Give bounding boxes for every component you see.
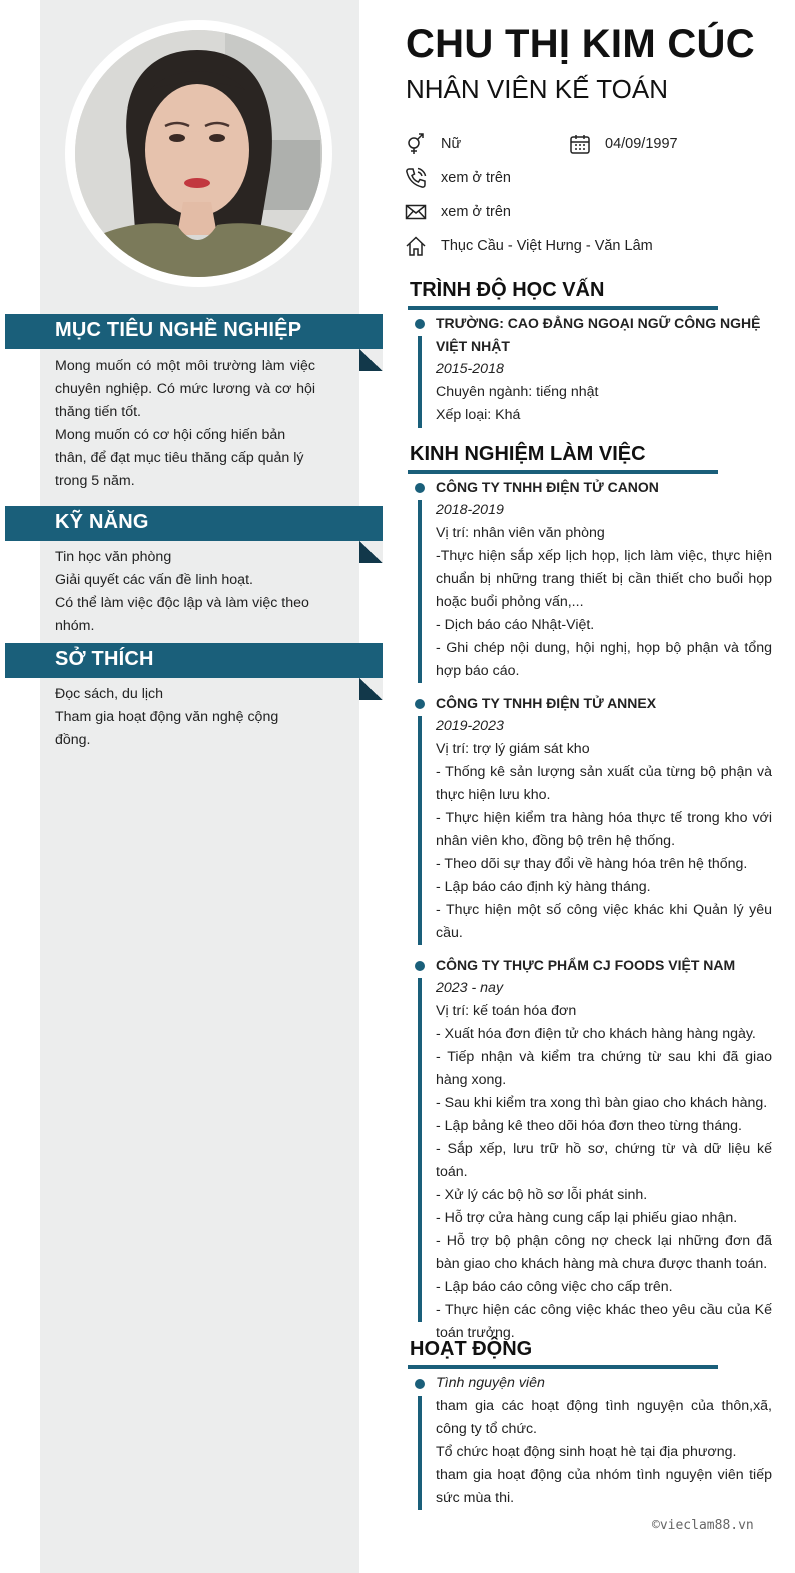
timeline-line <box>418 500 422 683</box>
candidate-title: NHÂN VIÊN KẾ TOÁN <box>406 74 668 104</box>
email-icon <box>405 201 427 223</box>
job-period: 2019-2023 <box>436 718 504 734</box>
gender-value: Nữ <box>441 136 462 152</box>
education-detail: Chuyên ngành: tiếng nhật <box>436 384 599 400</box>
timeline-bullet <box>415 699 425 709</box>
hobby-item: Đọc sách, du lịch <box>55 686 164 702</box>
phone-value: xem ở trên <box>441 170 511 186</box>
timeline-bullet <box>415 483 425 493</box>
skills-title: KỸ NĂNG <box>55 511 149 533</box>
gender-icon <box>405 133 427 155</box>
hobbies-header <box>5 643 383 678</box>
watermark: ©vieclam88.vn <box>652 1518 754 1533</box>
objective-header <box>5 314 383 349</box>
skill-item: Có thể làm việc độc lập và làm việc theo nhóm. <box>55 595 309 634</box>
education-title: TRÌNH ĐỘ HỌC VẤN <box>410 279 605 301</box>
objective-line: Mong muốn có cơ hội cống hiến bản thân, để đạt mục tiêu thăng cấp quản lý trong 5 năm. <box>55 427 304 489</box>
job-detail: - Lập bảng kê theo dõi hóa đơn theo từng tháng. <box>436 1118 742 1134</box>
job-detail: - Xử lý các bộ hồ sơ lỗi phát sinh. <box>436 1187 648 1203</box>
hobby-item: Tham gia hoạt động văn nghệ cộng đồng. <box>55 709 279 748</box>
timeline-line <box>418 716 422 945</box>
job-detail: - Tiếp nhận và kiểm tra chứng từ sau khi đã giao hàng xong. <box>436 1049 772 1088</box>
hobbies-text <box>55 683 315 752</box>
home-icon <box>405 235 427 257</box>
activities-underline <box>408 1365 718 1369</box>
job-detail: - Thực hiện các công việc khác theo yêu cầu của Kế toán trưởng. <box>436 1302 772 1341</box>
job-detail: - Lập báo cáo công việc cho cấp trên. <box>436 1279 673 1295</box>
company-name: CÔNG TY THỰC PHẨM CJ FOODS VIỆT NAM <box>436 957 736 973</box>
activity-detail: tham gia hoạt động của nhóm tình nguyện viên tiếp sức mùa thi. <box>436 1467 772 1506</box>
education-item <box>436 312 772 427</box>
job-detail: - Sau khi kiểm tra xong thì bàn giao cho khách hàng. <box>436 1095 768 1111</box>
timeline-bullet <box>415 961 425 971</box>
timeline-bullet <box>415 1379 425 1389</box>
job-detail: - Hỗ trợ cửa hàng cung cấp lại phiếu giao nhận. <box>436 1210 738 1226</box>
job-detail: - Thống kê sản lượng sản xuất của từng bộ phận và thực hiện lưu kho. <box>436 764 772 803</box>
job-period: 2018-2019 <box>436 502 504 518</box>
job-detail: - Sắp xếp, lưu trữ hồ sơ, chứng từ và dữ liệu kế toán. <box>436 1141 772 1180</box>
job-detail: -Thực hiện sắp xếp lịch họp, lịch làm việc, thực hiện chuẩn bị những trang thiết bị cần thiết cho buổi họp hoặc buổi phỏng vấn,... <box>436 548 772 610</box>
calendar-icon <box>569 133 591 155</box>
experience-item <box>436 476 772 683</box>
activity-item <box>436 1372 772 1510</box>
job-detail: - Hỗ trợ bộ phận công nợ check lại những đơn đã bàn giao cho khách hàng mà chưa được thanh toán. <box>436 1233 772 1272</box>
activity-role: Tình nguyện viên <box>436 1375 545 1391</box>
objective-title: MỤC TIÊU NGHỀ NGHIỆP <box>55 319 302 341</box>
job-detail: Vị trí: kế toán hóa đơn <box>436 1003 577 1019</box>
phone-icon <box>405 167 427 189</box>
education-underline <box>408 306 718 310</box>
activities-title: HOẠT ĐỘNG <box>410 1338 533 1360</box>
job-detail: Vị trí: nhân viên văn phòng <box>436 525 605 541</box>
hobbies-title: SỞ THÍCH <box>55 648 154 670</box>
job-detail: - Lập báo cáo định kỳ hàng tháng. <box>436 879 651 895</box>
objective-ribbon-fold <box>359 349 383 371</box>
education-period: 2015-2018 <box>436 361 504 377</box>
timeline-line <box>418 336 422 428</box>
objective-line: Mong muốn có một môi trường làm việc chuyên nghiệp. Có mức lương và cơ hội thăng tiến tốt. <box>55 358 315 420</box>
birthdate-value: 04/09/1997 <box>605 136 678 152</box>
timeline-line <box>418 978 422 1322</box>
job-period: 2023 - nay <box>436 980 504 996</box>
experience-title: KINH NGHIỆM LÀM VIỆC <box>410 443 646 465</box>
experience-item <box>436 692 772 945</box>
skills-header <box>5 506 383 541</box>
company-name: CÔNG TY TNHH ĐIỆN TỬ ANNEX <box>436 695 657 711</box>
objective-text <box>55 355 315 493</box>
education-detail: Xếp loại: Khá <box>436 407 521 423</box>
avatar <box>75 30 322 277</box>
skill-item: Giải quyết các vấn đề linh hoạt. <box>55 572 253 588</box>
skills-ribbon-fold <box>359 541 383 563</box>
email-value: xem ở trên <box>441 204 511 220</box>
school-name: TRƯỜNG: CAO ĐẲNG NGOẠI NGỮ CÔNG NGHỆ VIỆT NHẬT <box>436 315 761 354</box>
job-detail: - Dịch báo cáo Nhật-Việt. <box>436 617 595 633</box>
job-detail: - Theo dõi sự thay đổi về hàng hóa trên hệ thống. <box>436 856 748 872</box>
job-detail: - Xuất hóa đơn điện tử cho khách hàng hàng ngày. <box>436 1026 756 1042</box>
address-value: Thục Cầu - Việt Hưng - Văn Lâm <box>441 238 653 254</box>
candidate-name: CHU THỊ KIM CÚC <box>406 22 755 66</box>
activity-detail: tham gia các hoạt động tình nguyện của thôn,xã, công ty tổ chức. <box>436 1398 772 1437</box>
job-detail: - Thực hiện một số công việc khác khi Quản lý yêu cầu. <box>436 902 772 941</box>
activity-detail: Tổ chức hoạt động sinh hoạt hè tại địa phương. <box>436 1444 737 1460</box>
company-name: CÔNG TY TNHH ĐIỆN TỬ CANON <box>436 479 659 495</box>
experience-underline <box>408 470 718 474</box>
skill-item: Tin học văn phòng <box>55 549 172 565</box>
job-detail: - Ghi chép nội dung, hội nghị, họp bộ phận và tổng hợp báo cáo. <box>436 640 772 679</box>
timeline-bullet <box>415 319 425 329</box>
experience-item <box>436 954 772 1345</box>
hobbies-ribbon-fold <box>359 678 383 700</box>
job-detail: - Thực hiện kiểm tra hàng hóa thực tế trong kho với nhân viên kho, đồng bộ trên hệ thống. <box>436 810 772 849</box>
job-detail: Vị trí: trợ lý giám sát kho <box>436 741 590 757</box>
timeline-line <box>418 1396 422 1510</box>
skills-text <box>55 546 315 638</box>
